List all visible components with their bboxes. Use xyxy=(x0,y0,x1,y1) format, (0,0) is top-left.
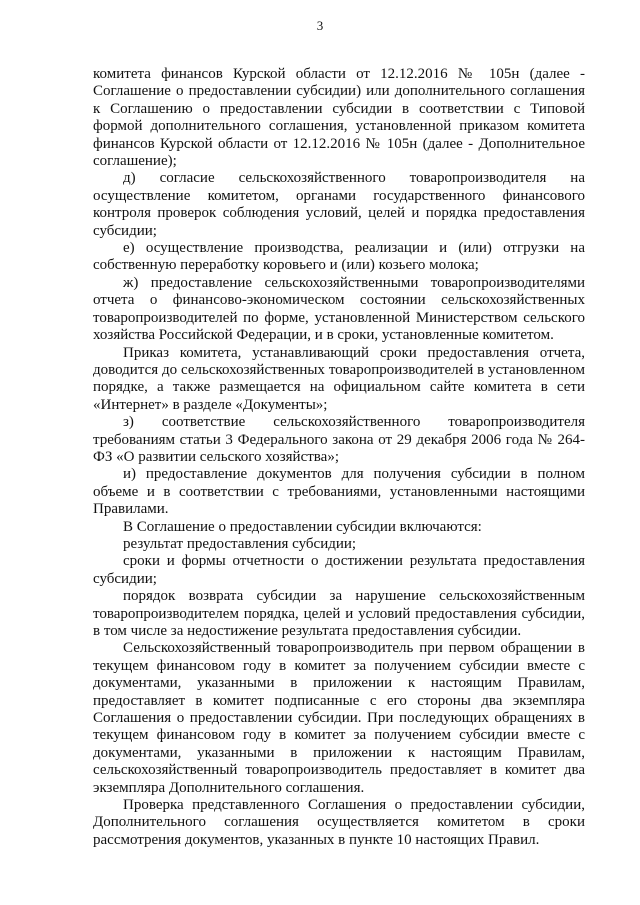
paragraph-report-order: Приказ комитета, устанавливающий сроки предоставления отчета, доводится до сельскохозяйственных товаропроизводителей в установленном порядке, а также размещается на официальном сайте комитета в сети «Интернет» в разделе «Документы»; xyxy=(93,344,585,413)
paragraph-agreement-includes: В Соглашение о предоставлении субсидии включаются: xyxy=(123,518,482,535)
paragraph-result: результат предоставления субсидии; xyxy=(123,535,357,552)
paragraph-verification: Проверка представленного Соглашения о предоставлении субсидии, Дополнительного соглашения осуществляется комитетом в сроки рассмотрения документов, указанных в пункте 10 настоящих Правил. xyxy=(93,797,585,848)
paragraph-reporting-terms: сроки и формы отчетности о достижении результата предоставления субсидии; xyxy=(93,553,585,587)
paragraph-refund-order: порядок возврата субсидии за нарушение сельскохозяйственным товаропроизводителем порядка, целей и условий предоставления субсидии, в том числе за недостижение результата предоставления субсидии. xyxy=(93,588,585,639)
paragraph-first-appeal: Сельскохозяйственный товаропроизводитель при первом обращении в текущем финансовом году в комитет за получением субсидии вместе с документами, указанными в приложении к настоящим Правилам, предоставляет в комитет подписанные с его стороны два экземпляра Соглашения о предоставлении субсидии. При последующих обращениях в текущем финансовом году в комитет за получением субсидии вместе с документами, указанными в приложении к настоящим Правилам, сельскохозяйственный товаропроизводитель предоставляет в комитет два экземпляра Дополнительного соглашения. xyxy=(93,640,585,796)
paragraph-item-d: д) согласие сельскохозяйственного товаропроизводителя на осуществление комитетом, органами государственного финансового контроля проверок соблюдения условий, целей и порядка предоставления субсидии; xyxy=(93,170,585,239)
paragraph-item-i: и) предоставление документов для получения субсидии в полном объеме и в соответствии с требованиями, установленными настоящими Правилами. xyxy=(93,466,585,518)
document-body xyxy=(93,66,585,849)
paragraph-item-z: з) соответствие сельскохозяйственного товаропроизводителя требованиям статьи 3 Федерального закона от 29 декабря 2006 года № 264-ФЗ «О развитии сельского хозяйства»; xyxy=(93,414,585,465)
paragraph-item-zh: ж) предоставление сельскохозяйственными товаропроизводителями отчета о финансово-экономическом состоянии сельскохозяйственных товаропроизводителей по форме, установленной Министерством сельского хозяйства Российской Федерации, и в сроки, установленные комитетом. xyxy=(93,274,585,344)
paragraph-continuation: комитета финансов Курской области от 12.12.2016 № 105н (далее - Соглашение о предоставлении субсидии) или дополнительного соглашения к Соглашению о предоставлении субсидии в соответствии с Типовой формой дополнительного соглашения, установленной приказом комитета финансов Курской области от 12.12.2016 № 105н (далее - Дополнительное соглашение); xyxy=(93,66,585,170)
paragraph-item-e: е) осуществление производства, реализации и (или) отгрузки на собственную переработку коровьего и (или) козьего молока; xyxy=(93,240,585,274)
page-number: 3 xyxy=(316,18,324,33)
